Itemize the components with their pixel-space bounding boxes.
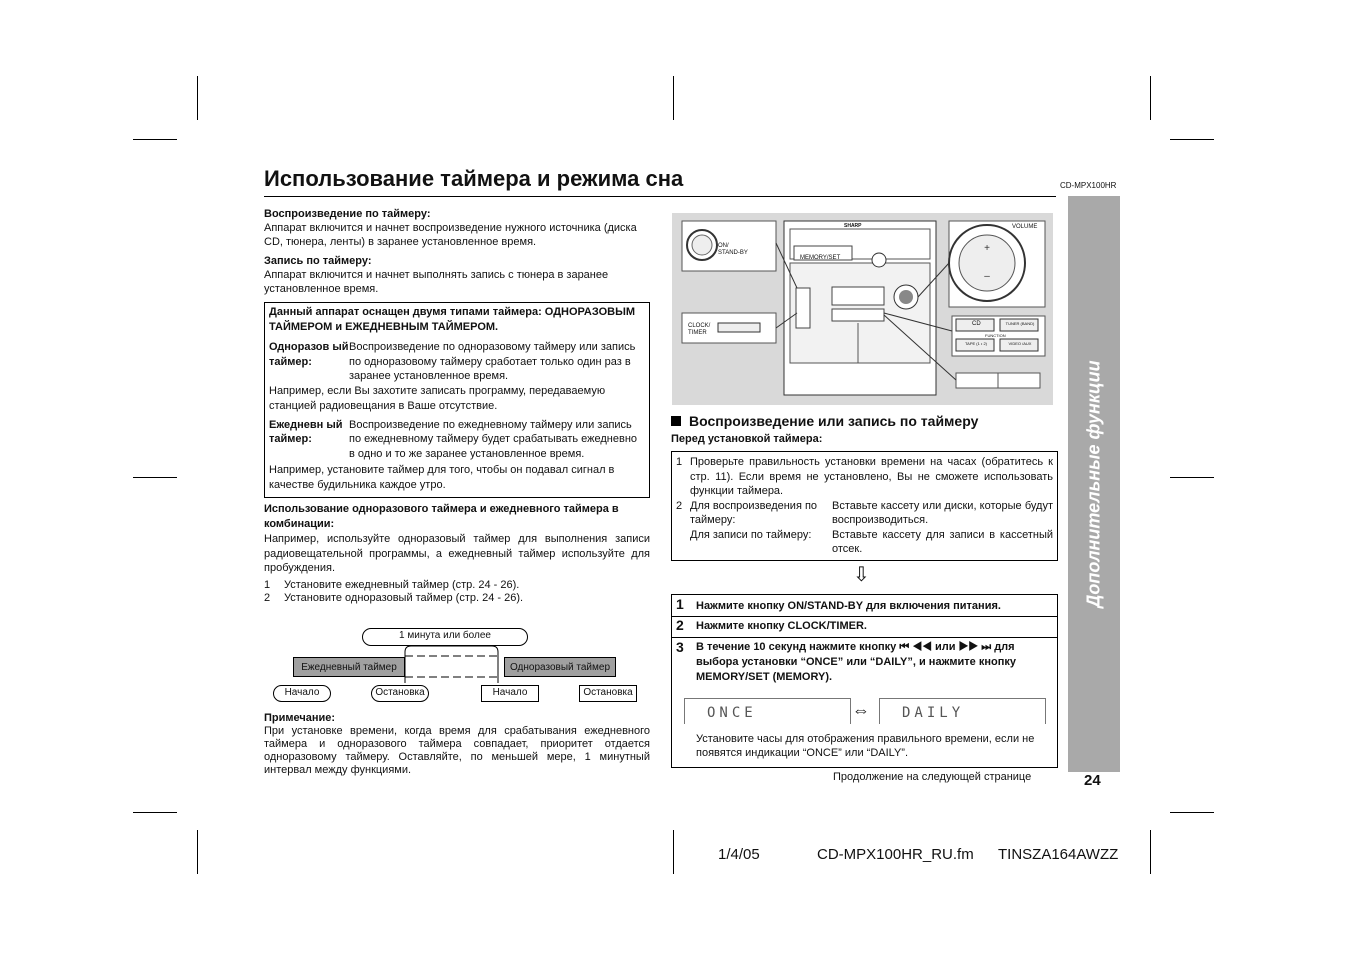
step-1 <box>671 594 1058 617</box>
crop-mark <box>1150 830 1151 874</box>
step-number: 3 <box>676 639 684 655</box>
section-sidebar <box>1068 196 1120 772</box>
bullet-square-icon <box>671 416 681 426</box>
play-text: Вставьте кассету или диски, которые будут воспроизводиться. <box>832 499 1053 526</box>
list-number: 2 <box>676 499 683 512</box>
footer-code: TINSZA164AWZZ <box>998 846 1119 863</box>
page-title: Использование таймера и режима сна <box>264 166 684 191</box>
svg-text:–: – <box>984 271 990 282</box>
note-heading: Примечание: <box>264 712 336 724</box>
sidebar-label: Дополнительные функции <box>1083 360 1104 608</box>
timer-playback-heading: Воспроизведение по таймеру: <box>264 208 431 220</box>
record-label: Для записи по таймеру: <box>690 528 812 541</box>
crop-mark <box>1170 812 1214 813</box>
function-label: FUNCTION <box>985 333 1006 338</box>
device-illustration <box>672 213 1053 405</box>
double-arrow-icon: ⇔ <box>852 700 870 720</box>
footer-date: 1/4/05 <box>718 846 760 863</box>
once-stop-label: Остановка <box>579 685 637 702</box>
record-text: Вставьте кассету для записи в кассетный отсек. <box>832 528 1053 555</box>
once-start-label: Начало <box>481 685 539 702</box>
pre-step-1-text: Проверьте правильность установки времени на часах (обратитесь к стр. 11). Если время не установлено, Вы не сможете использовать функции таймера. <box>690 456 1053 497</box>
gap-label: 1 минута или более <box>362 628 528 646</box>
step-text: Нажмите кнопку ON/STAND-BY для включения питания. <box>696 600 1001 612</box>
step-number: 1 <box>676 596 684 612</box>
note-text: При установке времени, когда время для срабатывания ежедневного таймера и одноразового таймера совпадает, приоритет отдается одноразовому таймеру. Оставляйте, по меньшей мере, 1 минутный интервал между функциями. <box>264 725 650 776</box>
video-button-label: VIDEO /AUX <box>1008 341 1032 346</box>
crop-mark <box>1150 76 1151 120</box>
daily-timer-example: Например, установите таймер для того, чтобы он подавал сигнал в качестве будильника каждое утро. <box>269 464 615 491</box>
combo-steps <box>264 579 650 605</box>
continued-label: Продолжение на следующей странице <box>833 771 1032 783</box>
list-text: Установите одноразовый таймер (стр. 24 - 26). <box>284 591 524 604</box>
step-2 <box>671 616 1058 638</box>
crop-mark <box>133 477 177 478</box>
daily-stop-label: Остановка <box>371 685 429 702</box>
brand-label: SHARP <box>844 223 862 229</box>
list-item <box>264 592 650 605</box>
timer-record-heading: Запись по таймеру: <box>264 255 372 267</box>
tape-button-label: TAPE (1 • 2) <box>965 341 987 346</box>
pre-steps-box <box>671 451 1058 561</box>
step-number: 2 <box>676 617 684 633</box>
once-timer-example: Например, если Вы захотите записать программу, передаваемую станцией радиовещания в Ваше отсутствие. <box>269 384 606 412</box>
crop-mark <box>673 76 674 120</box>
tuner-button-label: TUNER (BAND) <box>1005 321 1035 326</box>
crop-mark <box>133 812 177 813</box>
timer-playback-text: Аппарат включится и начнет воспроизведение нужного источника (диска CD, тюнера, ленты) в заранее установленное время. <box>264 222 637 248</box>
timer-types-intro: Данный аппарат оснащен двумя типами таймера: ОДНОРАЗОВЫМ ТАЙМЕРОМ и ЕЖЕДНЕВНЫМ ТАЙМЕРОМ. <box>269 306 636 333</box>
crop-mark <box>197 830 198 874</box>
crop-mark <box>133 139 177 140</box>
step-text: Нажмите кнопку CLOCK/TIMER. <box>696 620 867 632</box>
list-number: 1 <box>676 456 683 468</box>
note <box>264 712 650 777</box>
list-text: Установите ежедневный таймер (стр. 24 - 26). <box>284 578 520 591</box>
combo-text: Например, используйте одноразовый таймер для выполнения записи радиовещательной программы, а ежедневный таймер используйте для пробуждения. <box>264 533 650 574</box>
lcd-daily-display: DAILY <box>879 698 1046 724</box>
title-divider <box>264 196 1056 197</box>
daily-timer-bar: Ежедневный таймер <box>293 657 405 677</box>
memory-set-label: MEMORY/SET <box>800 255 841 261</box>
section-heading-text: Воспроизведение или запись по таймеру <box>689 413 979 429</box>
crop-mark <box>197 76 198 120</box>
footer-file: CD-MPX100HR_RU.fm <box>817 846 974 863</box>
daily-timer-text: Воспроизведение по ежедневному таймеру или запись по ежедневному таймеру будет срабатывать ежедневно в одно и то же заранее установленное время. <box>349 418 638 460</box>
stereo-drawing <box>672 213 1053 405</box>
model-code: CD-MPX100HR <box>1060 181 1117 190</box>
volume-label: VOLUME <box>1012 224 1038 230</box>
section-heading <box>671 413 978 429</box>
once-timer-text: Воспроизведение по одноразовому таймеру или запись по одноразовому таймеру сработает только один раз в заранее установленное время. <box>349 341 636 382</box>
crop-mark <box>673 830 674 874</box>
cd-button-label: CD <box>972 321 981 327</box>
svg-text:+: + <box>984 243 990 254</box>
list-number: 2 <box>264 591 271 604</box>
timer-diagram <box>264 625 654 705</box>
on-standby-label: ON/ STAND-BY <box>718 243 748 256</box>
lcd-once-display: ONCE <box>684 698 851 724</box>
before-heading: Перед установкой таймера: <box>671 433 823 445</box>
combo-heading: Использование одноразового таймера и ежедневного таймера в комбинации: <box>264 503 619 530</box>
list-number: 1 <box>264 578 271 591</box>
page-number: 24 <box>1084 772 1101 789</box>
clock-timer-label: CLOCK/ TIMER <box>688 323 711 336</box>
step-text: В течение 10 секунд нажмите кнопку ⏮ ◀◀ или ▶▶ ⏭ для выбора установки “ONCE” или “DAILY”, и нажмите кнопку MEMORY/SET (MEMORY). <box>696 641 1016 683</box>
list-item <box>264 579 650 592</box>
daily-timer-label: Ежедневн ый таймер: <box>269 418 343 445</box>
step-3-note: Установите часы для отображения правильного времени, если не появятся индикации “ONCE” или “DAILY”. <box>696 733 1035 759</box>
play-label: Для воспроизведения по таймеру: <box>690 499 818 526</box>
left-column <box>264 207 650 605</box>
crop-mark <box>1170 477 1214 478</box>
once-timer-bar: Одноразовый таймер <box>504 657 616 677</box>
down-arrow-icon: ⇩ <box>853 564 870 586</box>
daily-start-label: Начало <box>273 685 331 702</box>
timer-types-box <box>264 302 650 498</box>
timer-record-text: Аппарат включится и начнет выполнять запись с тюнера в заранее установленное время. <box>264 269 609 295</box>
once-timer-label: Одноразов ый таймер: <box>269 341 349 368</box>
crop-mark <box>1170 139 1214 140</box>
